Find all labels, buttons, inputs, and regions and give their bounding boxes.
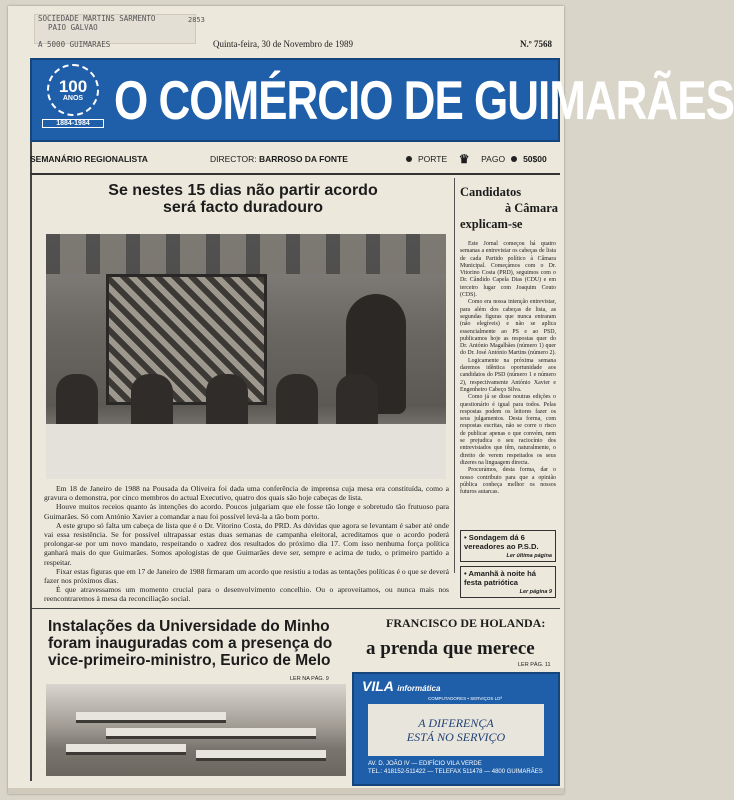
label-prefix: A (38, 40, 43, 49)
logo-number: 100 (58, 77, 88, 96)
sidebar-headline (460, 184, 558, 232)
lead-headline-line-2: será facto duradouro (162, 199, 324, 216)
holanda-credit: LER PÁG. 11 (518, 662, 551, 668)
article-paragraph: Fixar estas figuras que em 17 de Janeiro de 1988 firmaram um acordo que resistiu a todas as tentações políticas é o que se deverá fazer nos próximos dias. (44, 566, 449, 586)
bullet-icon (406, 156, 412, 162)
ad-address (368, 760, 543, 776)
label-line-3 (34, 40, 204, 49)
porte-label: PORTE (418, 154, 448, 164)
photo-table (46, 424, 446, 479)
page-bottom-edge (8, 788, 564, 794)
sidebar-paragraph: Procurámos, desta forma, dar o nosso contributo para que a opinião pública conheça melhor os nossos futuros autarcas. (460, 467, 556, 496)
price: 50$00 (523, 154, 547, 164)
label-line-1: SOCIEDADE MARTINS SARMENTO (38, 14, 156, 23)
sidebar-paragraph: Este Jornal começou há quatro semanas a entrevistar os cabeças de lista de cada Partido político à Câmara Municipal. Começámos com o Dr. Vitorino Costa (PRD), seguimos com o Dr. Cândido Capela Dias (CDU) e em terceiro lugar com Joaquim Couto (CDS). (460, 241, 556, 299)
label-line-2: PAIO GALVAO (48, 23, 98, 32)
issue-number: N.º 7568 (520, 39, 552, 49)
sidebar-body (460, 241, 556, 496)
logo-word: ANOS (62, 95, 84, 102)
ad-slogan-2: ESTÁ NO SERVIÇO (406, 730, 506, 744)
sidebar-headline-2: à Câmara (504, 201, 558, 215)
director-name: BARROSO DA FONTE (258, 154, 348, 164)
teaser-page: Ler página 9 (519, 589, 552, 595)
holanda-title: a prenda que merece (366, 638, 535, 659)
article-paragraph: Em 18 de Janeiro de 1988 na Pousada da Oliveira foi dada uma conferência de imprensa cuja mesa era constituída, como a gravura o demonstra, por cinco membros do actual Executivo, quatro dos quais são hoje cabeças de lista. (44, 484, 449, 503)
ad-tagline: COMPUTADORES • SERVIÇOS LDª (428, 696, 503, 701)
sidebar-paragraph: Logicamente na próxima semana daremos idêntica oportunidade aos candidatos do PSD (número 1 e número 2), respectivamente António Xavier e Engenheiro Cabeço Silva. (460, 357, 556, 393)
masthead-subline (30, 150, 560, 168)
ad-brand-name: VILA (362, 678, 394, 694)
section-rule (30, 608, 560, 609)
ad-address-line: AV. D. JOÃO IV — EDIFÍCIO VILA VERDE (368, 761, 482, 767)
label-code: 2853 (188, 16, 205, 24)
lead-headline-line-1: Se nestes 15 dias não partir acordo (108, 182, 378, 199)
newspaper-page (8, 6, 734, 794)
centenary-badge-icon (47, 64, 99, 116)
photo-building (66, 744, 186, 755)
centenary-logo (42, 64, 104, 136)
sidebar-paragraph: Como era nossa intenção entrevistar, para além dos cabeças de lista, as segundas figuras que nunca entraram (não elegíveis) e não se aplica essencialmente ao PS e ao PSD, publicamos hoje as respostas quer do Dr. António Magalhães (número 1) quer do Dr. José António Martins (número 2). (460, 299, 556, 357)
article-paragraph: Houve muitos receios quanto às intenções do acordo. Poucos julgariam que ele fosse tão longe e sobretudo tão frutuoso para Guimarães. Só com António Xavier a comandar a nau foi possível levá-la a tão bom porto. (44, 502, 449, 521)
logo-years: 1884-1984 (42, 119, 104, 128)
sidebar-paragraph: Como já se disse noutras edições o questionário é igual para todos. Pelas respostas podem os leitores fazer os seus julgamentos. Desta forma, com respostas escritas, não se corre o risco de publicar apenas o que convém, nem se prejudica o seu raciocínio dos entrevistados que têm, naturalmente, o direito de verem respeitados os seus dizeres na linguagem directa. (460, 394, 556, 466)
university-photo (46, 684, 346, 776)
label-line-3-text: 5000 GUIMARAES (47, 40, 111, 49)
university-credit: LER NA PÁG. 9 (290, 676, 329, 682)
pago-label: PAGO (481, 154, 506, 164)
lead-article-body (44, 484, 449, 604)
ad-phone-line: TEL.: 418152-511422 — TELEFAX 511478 — 4800 GUIMARÃES (368, 769, 543, 775)
masthead (30, 58, 734, 142)
teaser-box (460, 566, 556, 598)
article-paragraph: É que atravessamos um momento crucial para o desenvolvimento concelhio. Ou o aproveitamos, ou nunca mais nos reencontraremos à mesa da reconciliação social. (44, 585, 449, 604)
holanda-kicker: FRANCISCO DE HOLANDA: (386, 616, 546, 630)
lead-headline (48, 182, 438, 216)
photo-building (76, 712, 226, 723)
header-rule (30, 173, 560, 175)
ad-brand-sub: informática (397, 684, 441, 693)
photo-building (196, 750, 326, 761)
sidebar-headline-3: explicam-se (460, 217, 523, 231)
article-paragraph: A este grupo só falta um cabeça de lista que é o Dr. Vitorino Costa, do PRD. As dúvidas que agora se levantam é saber até onde vai essa resistência. Se for possível ultrapassar estas duas semanas de campanha eleitoral, acreditamos que o acordo poderá prolongar-se por um novo mandato, respeitando o xadrez dos resultados do próximo dia 17. Com isso nenhuma força política ganhará mais do que Guimarães. Somos apologistas de que Guimarães deve ser, sempre e acima de tudo, o primeiro partido a respeitar. (44, 520, 449, 567)
ad-slogan-1: A DIFERENÇA (418, 716, 494, 730)
sidebar-headline-1: Candidatos (460, 185, 522, 199)
sidebar-rule (454, 178, 455, 573)
teaser-headline: • Sondagem dá 6 vereadores ao P.S.D. (464, 533, 539, 551)
director-line (210, 154, 400, 164)
director-label: DIRECTOR: (210, 154, 257, 164)
press-conference-photo (46, 234, 446, 479)
university-headline: Instalações da Universidade do Minho foram inauguradas com a presença do vice-primeiro-ministro, Eurico de Melo (48, 618, 333, 669)
photo-building (106, 728, 316, 739)
address-label (34, 14, 204, 54)
publication-type: SEMANÁRIO REGIONALISTA (30, 154, 148, 164)
bullet-icon (511, 156, 517, 162)
ad-slogan-box (368, 704, 544, 756)
ad-brand (362, 678, 440, 694)
issue-date: Quinta-feira, 30 de Novembro de 1989 (213, 39, 353, 49)
teaser-headline: • Amanhã à noite há festa patriótica (464, 569, 536, 587)
photo-ceiling (46, 234, 446, 274)
teaser-box (460, 530, 556, 562)
newspaper-title: O COMÉRCIO DE GUIMARÃES (114, 70, 734, 132)
crest-icon: ♛ (458, 152, 470, 166)
vila-informatica-ad (352, 672, 560, 786)
teaser-page: Ler última página (506, 553, 552, 559)
